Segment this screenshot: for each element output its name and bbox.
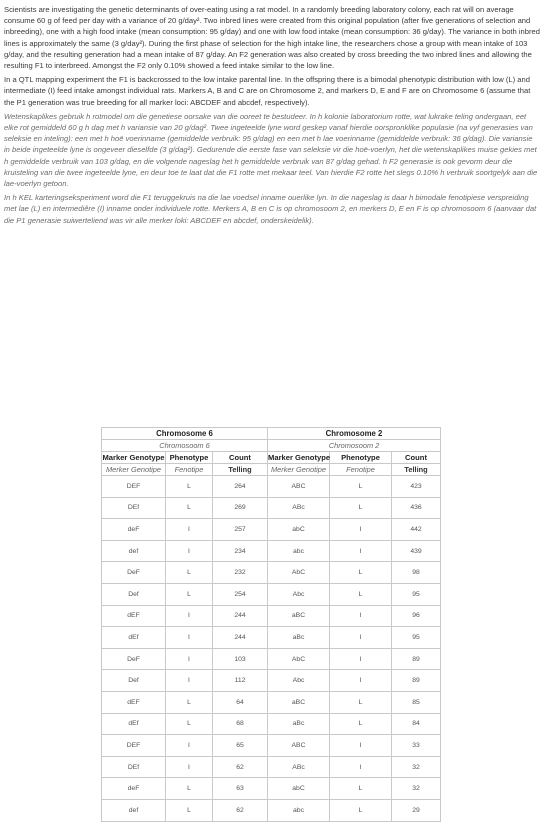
marker-table-container [101, 427, 440, 822]
cell-count-2: 95 [392, 583, 441, 605]
cell-phenotype-2: L [330, 562, 392, 584]
cell-marker-genotype-2: aBc [268, 627, 330, 649]
cell-count-6: 254 [213, 583, 268, 605]
table-row [102, 476, 441, 498]
cell-count-2: 33 [392, 735, 441, 757]
cell-marker-genotype-6: deF [102, 519, 166, 541]
col-count-2: Count [392, 452, 441, 464]
cell-phenotype-6: I [166, 735, 213, 757]
col-phenotype-6-af: Fenotipe [166, 464, 213, 476]
table-row [102, 691, 441, 713]
cell-count-2: 84 [392, 713, 441, 735]
cell-count-6: 62 [213, 756, 268, 778]
cell-count-6: 269 [213, 497, 268, 519]
cell-count-6: 112 [213, 670, 268, 692]
cell-count-2: 95 [392, 627, 441, 649]
cell-marker-genotype-6: dEF [102, 605, 166, 627]
chromosome-2-header-af: Chromosoom 2 [268, 440, 441, 452]
cell-count-2: 89 [392, 648, 441, 670]
paragraph-afrikaans-2: In h KEL karteringseksperiment word die F1 teruggekruis na die lae voedsel inname ouerlike lyn. In die nageslag is daar h bimodale fenotipiese verspreiding met lae (L) en intermediêre (I) inname onder individuele rotte. Merkers A, B en C is op chromosoom 2, en merkers D, E en F is op chromosoom 6 (aanvaar dat die P1 generasie suiwerteliend was vir alle merker loki: ABCDEF en abcdef, onderskeidelik). [4, 193, 537, 225]
cell-phenotype-6: L [166, 476, 213, 498]
cell-phenotype-6: I [166, 648, 213, 670]
cell-count-6: 244 [213, 605, 268, 627]
col-marker-genotype-2: Marker Genotype [268, 453, 331, 462]
cell-phenotype-6: L [166, 583, 213, 605]
cell-marker-genotype-6: DEF [102, 476, 166, 498]
table-row [102, 583, 441, 605]
cell-count-6: 68 [213, 713, 268, 735]
cell-marker-genotype-6: dEf [102, 627, 166, 649]
cell-count-6: 64 [213, 691, 268, 713]
cell-marker-genotype-6: Def [102, 583, 166, 605]
col-marker-genotype-6-af: Merker Genotipe [102, 464, 166, 476]
cell-count-2: 32 [392, 778, 441, 800]
cell-marker-genotype-6: DeF [102, 648, 166, 670]
cell-phenotype-2: I [330, 519, 392, 541]
table-row [102, 562, 441, 584]
cell-phenotype-6: L [166, 778, 213, 800]
cell-phenotype-2: I [330, 670, 392, 692]
marker-table [101, 427, 441, 822]
cell-count-2: 29 [392, 799, 441, 821]
paragraph-english-2: In a QTL mapping experiment the F1 is backcrossed to the low intake parental line. In the offspring there is a bimodal phenotypic distribution with low (L) and intermediate (I) feed intake amongst individual rats. Markers A, B and C are on Chromosome 2, and markers D, E and F are on Chromosome 6 (assume that the P1 generation was true breeding for all marker loci: ABCDEF and abcdef, respectively). [4, 75, 531, 107]
col-phenotype-6: Phenotype [166, 452, 213, 464]
cell-count-6: 62 [213, 799, 268, 821]
col-count-2-af: Telling [392, 464, 441, 476]
paragraph-english-1: Scientists are investigating the genetic determinants of over-eating using a rat model. In a randomly breeding laboratory colony, each rat will on average consume 60 g of feed per day with a variance of 20 g/day². Two inbred lines were created from this original population (after five generations of selection and inbreeding), one with a high food intake (mean consumption: 95 g/day) and one with low food intake (mean consumption: 36 g/day). The variance in both inbred lines is approximately the same (3 g/day²). During the first phase of selection for the high intake line, the researchers chose a group with mean intake of 103 g/day, and the resulting generation had a mean intake of 87 g/day. An F2 generation was also created by cross breeding the two inbred lines and allowing the resulting F1 to interbreed. Amongst the F2 only 0.10% showed a feed intake similar to the low line. [4, 5, 540, 71]
cell-phenotype-2: I [330, 605, 392, 627]
table-row [102, 627, 441, 649]
cell-count-6: 234 [213, 540, 268, 562]
cell-count-6: 63 [213, 778, 268, 800]
cell-phenotype-2: L [330, 799, 392, 821]
cell-count-6: 65 [213, 735, 268, 757]
cell-marker-genotype-6: dEF [102, 691, 166, 713]
chromosome-6-header: Chromosome 6 [102, 428, 268, 440]
question-text [4, 4, 540, 226]
cell-marker-genotype-6: DeF [102, 562, 166, 584]
col-phenotype-2-af: Fenotipe [330, 464, 392, 476]
table-row [102, 735, 441, 757]
cell-marker-genotype-6: deF [102, 778, 166, 800]
table-row [102, 713, 441, 735]
cell-marker-genotype-6: dEf [102, 713, 166, 735]
cell-count-2: 89 [392, 670, 441, 692]
col-marker-genotype-6: Marker Genotype [102, 453, 165, 462]
cell-phenotype-2: L [330, 778, 392, 800]
cell-marker-genotype-2: abc [268, 540, 330, 562]
table-row [102, 540, 441, 562]
table-row [102, 648, 441, 670]
cell-marker-genotype-2: abc [268, 799, 330, 821]
cell-count-6: 103 [213, 648, 268, 670]
cell-marker-genotype-2: ABc [268, 497, 330, 519]
cell-phenotype-2: L [330, 583, 392, 605]
cell-count-2: 439 [392, 540, 441, 562]
cell-phenotype-6: L [166, 799, 213, 821]
cell-count-2: 85 [392, 691, 441, 713]
cell-phenotype-6: L [166, 562, 213, 584]
cell-marker-genotype-2: AbC [268, 648, 330, 670]
cell-count-6: 264 [213, 476, 268, 498]
cell-count-6: 244 [213, 627, 268, 649]
cell-phenotype-6: I [166, 605, 213, 627]
table-row [102, 799, 441, 821]
cell-marker-genotype-2: Abc [268, 583, 330, 605]
table-row [102, 497, 441, 519]
table-row [102, 670, 441, 692]
cell-marker-genotype-2: ABc [268, 756, 330, 778]
chromosome-2-header: Chromosome 2 [268, 428, 441, 440]
cell-phenotype-6: I [166, 627, 213, 649]
cell-phenotype-2: I [330, 735, 392, 757]
marker-table-body [102, 476, 441, 822]
cell-count-2: 98 [392, 562, 441, 584]
cell-phenotype-6: L [166, 713, 213, 735]
cell-phenotype-2: L [330, 476, 392, 498]
cell-phenotype-2: L [330, 691, 392, 713]
cell-phenotype-2: L [330, 713, 392, 735]
cell-count-6: 232 [213, 562, 268, 584]
cell-phenotype-6: I [166, 670, 213, 692]
cell-count-2: 442 [392, 519, 441, 541]
table-row [102, 756, 441, 778]
chromosome-6-header-af: Chromosoom 6 [102, 440, 268, 452]
cell-marker-genotype-2: abC [268, 519, 330, 541]
col-phenotype-2: Phenotype [330, 452, 392, 464]
cell-marker-genotype-6: DEf [102, 497, 166, 519]
cell-count-2: 423 [392, 476, 441, 498]
cell-marker-genotype-2: aBC [268, 605, 330, 627]
cell-phenotype-2: L [330, 497, 392, 519]
cell-count-2: 436 [392, 497, 441, 519]
cell-phenotype-6: L [166, 497, 213, 519]
cell-count-2: 32 [392, 756, 441, 778]
cell-phenotype-6: I [166, 756, 213, 778]
cell-marker-genotype-2: ABC [268, 476, 330, 498]
cell-marker-genotype-6: Def [102, 670, 166, 692]
cell-marker-genotype-6: def [102, 799, 166, 821]
cell-phenotype-2: I [330, 756, 392, 778]
cell-marker-genotype-2: abC [268, 778, 330, 800]
cell-marker-genotype-2: Abc [268, 670, 330, 692]
cell-marker-genotype-6: DEf [102, 756, 166, 778]
col-count-6: Count [213, 452, 268, 464]
col-count-6-af: Telling [213, 464, 268, 476]
cell-marker-genotype-2: aBc [268, 713, 330, 735]
cell-count-6: 257 [213, 519, 268, 541]
cell-phenotype-2: I [330, 648, 392, 670]
col-marker-genotype-2-af: Merker Genotipe [268, 464, 330, 476]
cell-marker-genotype-6: DEF [102, 735, 166, 757]
cell-phenotype-6: I [166, 519, 213, 541]
cell-marker-genotype-2: aBC [268, 691, 330, 713]
cell-marker-genotype-2: AbC [268, 562, 330, 584]
table-row [102, 778, 441, 800]
cell-phenotype-6: L [166, 691, 213, 713]
cell-phenotype-2: I [330, 540, 392, 562]
cell-marker-genotype-2: ABC [268, 735, 330, 757]
paragraph-afrikaans-1: Wetenskaplikes gebruik h rotmodel om die genetiese oorsake van die ooreet te bestudeer. In h kolonie laboratorium rotte, wat lukrake teling ondergaan, eet elke rot gemiddeld 60 g h dag met h variansie van 20 g/dag². Twee ingeteelde lyne word geskep vanaf hierdie oorspronklike populasie (na vyf generasies van seleksie en inteling): een met h hoë voerinname (gemiddelde verbruik: 95 g/dag) en een met h lae voerinname (gemiddelde verbruik: 36 g/dag). Die variansie in beide ingeteelde lyne is ongeveer dieselfde (3 g/dag²). Gedurende die eerste fase van seleksie vir die hoë-voerlyn, het die wetenskaplikes muise gekies met h gemiddelde verbruik van 103 g/dag, en die volgende nageslag het h gemiddelde verbruik van 87 g/dag gehad. h F2 generasie is ook gevorm deur die kruisteling van die twee ingeteelde lyne, en deur toe te laat dat die F1 rotte met mekaar teel. Van hierdie F2 rotte het slegs 0.10% h verbruik soortgelyk aan die lae-voerlyn getoon. [4, 111, 538, 189]
table-row [102, 519, 441, 541]
table-row [102, 605, 441, 627]
cell-count-2: 96 [392, 605, 441, 627]
cell-phenotype-2: I [330, 627, 392, 649]
cell-marker-genotype-6: def [102, 540, 166, 562]
cell-phenotype-6: I [166, 540, 213, 562]
